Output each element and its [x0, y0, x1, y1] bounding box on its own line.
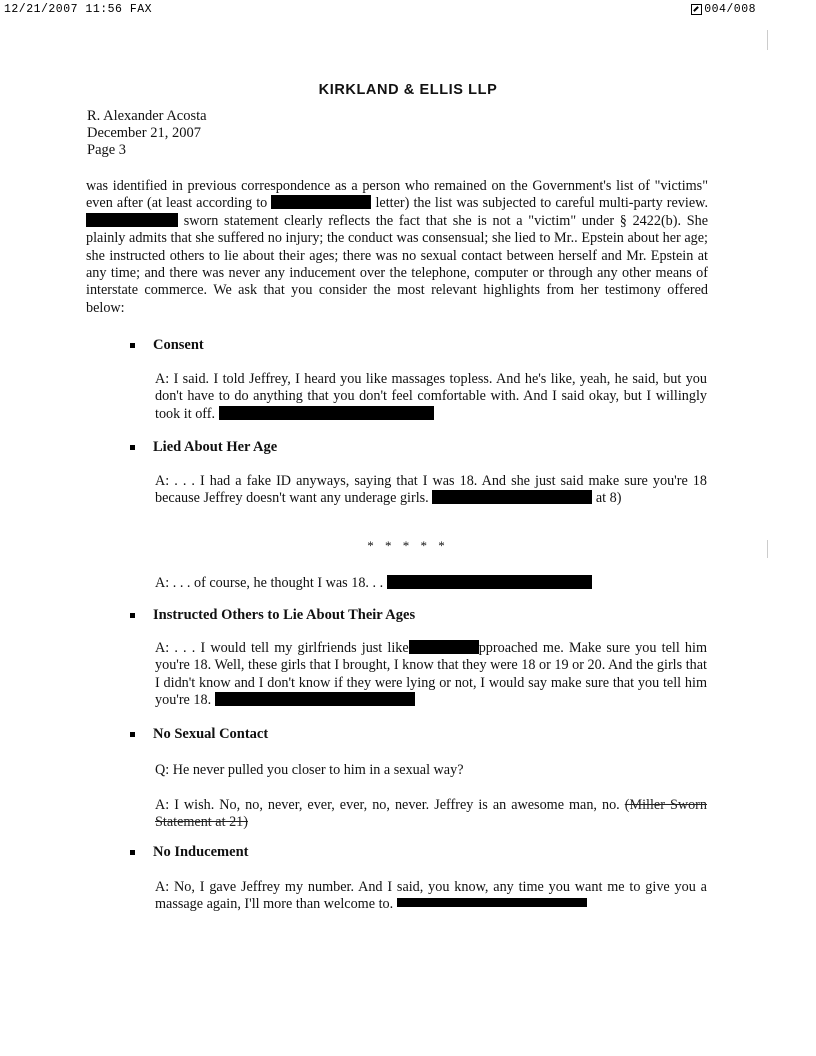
section-heading-others [130, 607, 415, 624]
intro-text-2: letter) the list was subjected to careful multi-party review. [375, 195, 708, 212]
scan-artifact [767, 30, 768, 50]
redaction-bar [219, 406, 434, 420]
quote-age-2 [155, 575, 707, 592]
quote-text: A: No, I gave Jeffrey my number. And I said, you know, any time you want me to give you a massage again, I'll more than welcome to. [155, 879, 707, 913]
quote-text: A: I wish. No, no, never, ever, ever, no, never. Jeffrey is an awesome man, no. [155, 797, 620, 813]
answer-contact [155, 797, 707, 832]
section-heading-age [130, 439, 277, 456]
fax-page-counter-text: 004/008 [704, 3, 756, 16]
section-title-text: No Inducement [153, 844, 249, 860]
quote-age [155, 473, 707, 508]
section-heading-inducement [130, 844, 248, 861]
quote-others [155, 640, 707, 710]
bullet-icon [130, 850, 135, 855]
quote-text-a: A: . . . I would tell my girlfriends just like [155, 640, 409, 656]
recipient-name: R. Alexander Acosta [87, 108, 207, 124]
section-title-text: Instructed Others to Lie About Their Ages [153, 607, 416, 623]
citation-tail: at 8) [595, 490, 622, 507]
quote-text: A: . . . I had a fake ID anyways, saying that I was 18. And she just said make sure you're 18 because Jeffrey doesn't want any underage girls. [155, 473, 707, 507]
redaction-bar [215, 692, 415, 706]
redaction-bar [397, 898, 587, 907]
question-contact: Q: He never pulled you closer to him in a sexual way? [155, 762, 464, 778]
section-title-text: No Sexual Contact [153, 726, 269, 742]
quote-text-b: pproached me. Make sure you tell him you're 18. Well, these girls that I brought, I know that they were 18 or 19 or 20. And the girls that I didn't know and I don't know if they were lying or not, I would say make sure that you tell him you're 18. [155, 640, 707, 709]
address-block [87, 108, 207, 159]
section-title-text: Consent [153, 337, 204, 353]
quote-text: A: I said. I told Jeffrey, I heard you like massages topless. And he's like, yeah, he said, but you don't have to do anything that you don't feel comfortable with. And I said okay, but I willingly took it off. [155, 371, 707, 422]
section-title-text: Lied About Her Age [153, 439, 278, 455]
quote-text: A: . . . of course, he thought I was 18. . . [155, 575, 384, 591]
bullet-icon [130, 613, 135, 618]
intro-paragraph [86, 178, 708, 317]
redaction-bar [432, 490, 592, 504]
redaction-bar [409, 640, 479, 654]
letterhead-firm-name: KIRKLAND & ELLIS LLP [318, 82, 498, 98]
intro-text-1: was identified in previous correspondence as a person who remained on the Government's list of "victims" even after (at least according to [86, 178, 708, 212]
quote-inducement [155, 879, 707, 914]
struck-citation: (Miller Sworn Statement at 21) [155, 797, 707, 831]
section-heading-contact [130, 726, 268, 743]
fax-header-page-counter [691, 3, 756, 16]
bullet-icon [130, 732, 135, 737]
intro-text-3: sworn statement clearly reflects the fact that she is not a "victim" under § 2422(b). She plainly admits that she suffered no injury; the conduct was consensual; she lied to Mr.. Epstein about her age; she instructed others to lie about their ages; there was no sexual contact between herself and Mr. Epstein at any time; and there was never any inducement over the telephone, computer or through any other means of interstate commerce. We ask that you consider the most relevant highlights from her testimony offered below: [86, 212, 709, 316]
letter-date: December 21, 2007 [87, 125, 201, 141]
section-break-stars: * * * * * [367, 538, 449, 553]
redaction-bar [271, 195, 371, 209]
fax-checkbox-icon [691, 4, 702, 15]
quote-consent [155, 371, 707, 423]
bullet-icon [130, 445, 135, 450]
fax-header-datetime: 12/21/2007 11:56 FAX [4, 3, 153, 16]
section-heading-consent [130, 337, 204, 354]
bullet-icon [130, 343, 135, 348]
redaction-bar [86, 213, 178, 227]
page-number: Page 3 [87, 142, 127, 158]
redaction-bar [387, 575, 592, 589]
